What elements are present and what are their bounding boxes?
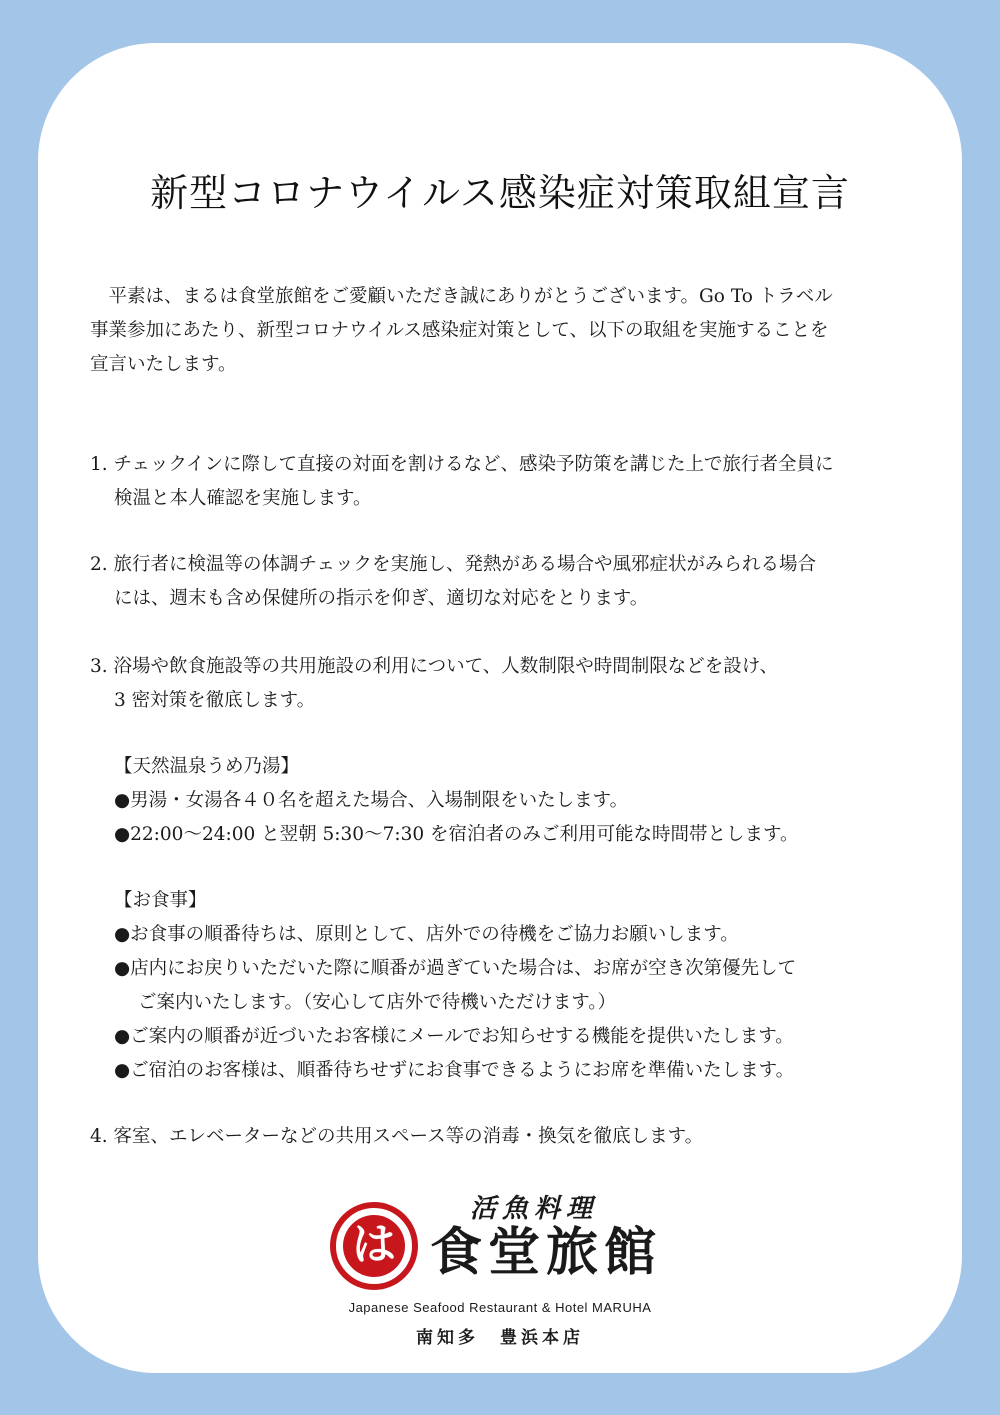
measure-item-1: [90, 448, 930, 516]
logo-subtitle: 活魚料理: [470, 1194, 599, 1224]
meal-section: [114, 884, 934, 1088]
meal-bullet: ●ご案内の順番が近づいたお客様にメールでお知らせする機能を提供いたします。: [114, 1026, 794, 1047]
meal-bullet: ●ご宿泊のお客様は、順番待ちせずにお食事できるようにお席を準備いたします。: [114, 1060, 795, 1081]
measure-line: には、週末も含め保健所の指示を仰ぎ、適切な対応をとります。: [114, 588, 649, 609]
onsen-bullet: ●男湯・女湯各４０名を超えた場合、入場制限をいたします。: [114, 790, 629, 811]
measure-item-4: [90, 1120, 930, 1154]
page-title: 新型コロナウイルス感染症対策取組宣言: [150, 171, 850, 215]
measure-item-2: [90, 548, 930, 616]
logo-name: 食堂旅館: [430, 1222, 663, 1283]
measure-line: 3. 浴場や飲食施設等の共用施設の利用について、人数制限や時間制限などを設け、: [90, 656, 779, 677]
onsen-bullet: ●22:00～24:00 と翌朝 5:30～7:30 を宿泊者のみご利用可能な時間帯とします。: [114, 824, 799, 845]
onsen-section: [114, 750, 934, 852]
maruha-logo: [330, 1185, 670, 1355]
intro-line: 事業参加にあたり、新型コロナウイルス感染症対策として、以下の取組を実施することを: [90, 320, 829, 341]
onsen-heading: 【天然温泉うめ乃湯】: [114, 756, 300, 777]
measure-line: 2. 旅行者に検温等の体調チェックを実施し、発熱がある場合や風邪症状がみられる場合: [90, 554, 816, 575]
measure-line: 検温と本人確認を実施します。: [114, 488, 372, 509]
logo-english-name: Japanese Seafood Restaurant & Hotel MARUHA: [348, 1300, 652, 1315]
intro-line: 平素は、まるは食堂旅館をご愛顧いただき誠にありがとうございます。Go To トラベル: [90, 286, 833, 307]
maruha-mark-icon: [330, 1202, 418, 1290]
intro-paragraph: [90, 280, 920, 382]
intro-line: 宣言いたします。: [90, 354, 237, 375]
measure-line: 1. チェックインに際して直接の対面を割けるなど、感染予防策を講じた上で旅行者全員に: [90, 454, 834, 475]
meal-bullet: ●お食事の順番待ちは、原則として、店外での待機をご協力お願いします。: [114, 924, 739, 945]
maruha-mark-letter: は: [343, 1215, 405, 1277]
measure-line: 4. 客室、エレベーターなどの共用スペース等の消毒・換気を徹底します。: [90, 1126, 704, 1147]
logo-branch: 南知多 豊浜本店: [416, 1328, 584, 1348]
meal-heading: 【お食事】: [114, 890, 207, 911]
meal-bullet: ●店内にお戻りいただいた際に順番が過ぎていた場合は、お席が空き次第優先して: [114, 958, 797, 979]
meal-bullet-continued: ご案内いたします。（安心して店外で待機いただけます。）: [138, 992, 617, 1013]
measure-line: 3 密対策を徹底します。: [114, 690, 316, 711]
measure-item-3: [90, 650, 930, 718]
